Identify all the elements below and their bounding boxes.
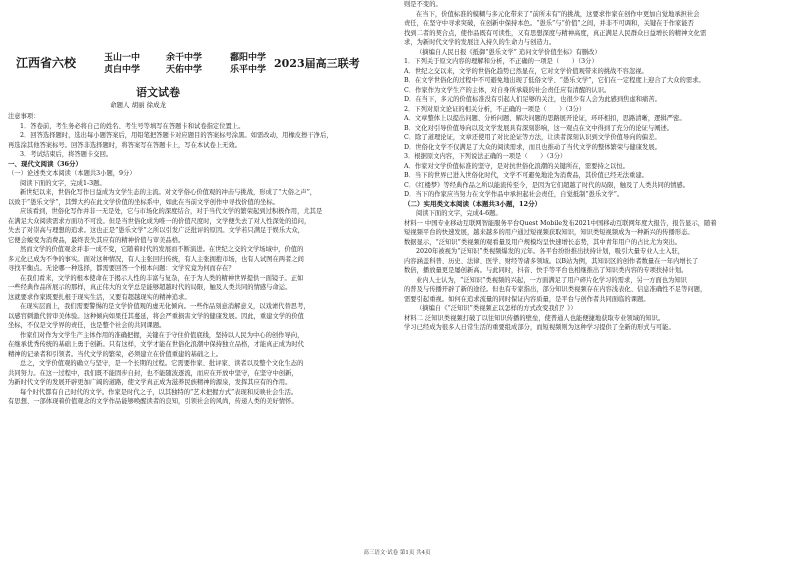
text-line: 有思想、一部体现着价值观念的文学作品能够唤醒读者的良知，引领社会的风尚，传递人类的美好情怀。 [8, 398, 298, 405]
text-line: 在继承优秀传统的基础上勇于创新。只有这样，文学才能在世俗化浪潮中保持独立品格，才能真正成为时代 [8, 341, 304, 348]
text-line: C．《红楼梦》等经典作品之所以能流传至今，是因为它们超越了时代的局限，触及了人类共同的情感。 [404, 181, 690, 189]
text-line: 共同努力。在这一过程中，我们既不能固步自封，也不能随波逐流，而应在开放中坚守，在坚守中创新， [8, 369, 298, 377]
school-name: 贞白中学 [104, 65, 141, 75]
left-body-text [8, 112, 386, 407]
school-group-a [104, 52, 140, 76]
text-line: 然而文学的价值观念并非一成不变，它随着时代的发展而不断演进。在世纪之交的文学场域中，价值的 [20, 246, 304, 253]
text-line: 找到二者的契合点，使作品既有可读性，又有思想深度与精神高度，真正满足人民群众日益增长的精神文化需 [404, 29, 707, 37]
text-line: B．当下的世界已进入世俗化时代，文学不可避免地沦为消费品，其价值已经无法重建。 [404, 172, 648, 179]
school-name: 乐平中学 [230, 65, 267, 75]
text-line: 业内人士认为，“泛知识”类视频的兴起，一方面满足了用户碎片化学习的需求，另一方面也为知识 [416, 276, 687, 284]
page-footer: 高三语文·试卷 第1页 共4页 [363, 550, 431, 556]
text-line: （摘编自《“泛知识”类视频正以怎样的方式改变我们？》） [416, 305, 577, 312]
school-name: 天佑中学 [166, 65, 203, 75]
text-line: 以感官刺激代替审美体验。这种倾向如果任其蔓延，将会严重损害文学的健康发展。因此，重建文学的价值 [8, 312, 304, 320]
text-line: （一）论述类文本阅读（本题共3小题，9分） [8, 170, 136, 177]
text-line: 再选涂其他答案标号。回答非选择题时，将答案写在答题卡上，写在本试卷上无效。 [8, 141, 241, 149]
text-line: C．除了道理论证，文章还使用了对比论证等方法，让读者深刻认识到文学价值导向的偏差。 [404, 134, 661, 141]
text-line: D．世俗化文学不仅满足了大众的阅读需求，而且也推动了当代文学的整体繁荣与健康发展。 [404, 143, 661, 151]
text-line: 一些经典作品所展示的那样，真正伟大的文学总是能够超越时代的局限，触及人类共同的情感与命运。 [8, 284, 292, 291]
text-line: （二）实用类文本阅读（本题共3小题，12分） [404, 199, 542, 208]
text-line: 2．下列对原文论证的相关分析，不正确的一项是（ ）（3分） [404, 105, 586, 113]
text-line: 作家们对作为文学生产主体作用的准确把握，关键在于守住价值底线，坚持以人民为中心的创作导向， [20, 331, 304, 339]
school-name: 鄱阳中学 [230, 53, 267, 63]
text-line: B．在文学世俗化的过程中不可避免地出现了低俗文学、“愚乐文学”，它们在一定程度上迎合了大众的需求。 [404, 77, 705, 84]
text-line: 坐标，不仅是文学界的责任，也是整个社会的共同课题。 [8, 322, 166, 329]
text-line: 在现实层面上，我们需要警惕的是文学价值观的虚无化倾向。一些作品刻意消解意义，以戏谑代替思考， [20, 303, 310, 310]
text-line: 1．下列关于原文内容的理解和分析，不正确的一项是（ ）（3分） [404, 58, 598, 65]
text-line: 需要引起重视。如何在追求流量的同时保证内容质量，是平台与创作者共同面临的课题。 [404, 295, 650, 303]
text-line: 为新时代文学的发展开辟更加广阔的道路，使文学真正成为滋养民族精神的源泉，发挥其应有的作用。 [8, 379, 292, 386]
text-line: A．世纪之交以来，文学的世俗化趋势已然显在，它对文学价值观带来的挑战不容忽视。 [404, 67, 648, 75]
text-line: 这就要求作家既要扎根于现实生活，又要有超越现实的精神追求。 [8, 293, 191, 301]
text-line: 以致于“愚乐文学”，其弊大约在此文学价值的坐标系中，如此在当前文学创作中寻找价值的坐标。 [8, 198, 279, 206]
text-line: 应该看到，世俗化写作并非一无是处，它与市场化的深度结合，对于当代文学的繁荣起到过积极作用，尤其是 [20, 208, 323, 215]
school-group-b [166, 52, 202, 76]
text-line: A．作家对文学价值标准的坚守，是对抗世俗化浪潮的关键所在，需要持之以恒。 [404, 162, 629, 170]
school-group-c [230, 52, 266, 76]
text-line: B．文化对引导价值导向以及文学发展具有深刻影响，这一观点在文中得到了充分的论证与阐述。 [404, 124, 674, 132]
school-name: 余干中学 [166, 53, 203, 63]
text-line: 求，为新时代文学的发展注入持久的生命力与创造力。 [404, 39, 556, 46]
text-line: 每个时代都有自己时代的文学。作家是时代之子，以其独特的“艺术把握方式”表现和反映社会生活。 [20, 388, 298, 396]
text-line: A．文章整体上以提出问题、分析问题、解决问题的思路展开论证，环环相扣，思路清晰，逻辑严密。 [404, 115, 686, 122]
text-line: 在满足大众阅读需求方面功不可没。但是当世俗化成为唯一的价值尺度时，文学便失去了对人性深处的追问， [8, 217, 311, 225]
text-line: 材料二 泛知识类视频打破了以往知识传播的壁垒，使普通人也能便捷地获取专业领域的知识。 [404, 314, 665, 322]
text-line: 注意事项： [8, 113, 40, 120]
exam-title: 2023届高三联考 [274, 57, 360, 70]
text-line: 3．考试结束后，将答题卡交回。 [20, 151, 113, 158]
text-line: 的普及与传播开辟了新的途径。但也有专家指出，部分知识类视频存在内容浅表化、信息准确性不足等问题， [404, 286, 707, 293]
text-line: 2．回答选择题时，选出每小题答案后，用铅笔把答题卡对应题目的答案标号涂黑。如需改动，用橡皮擦干净后， [20, 132, 333, 139]
text-line: 新世纪以来，世俗化写作日益成为文学生态的主流。对文学俗心价值观的冲击与挑战，形成了“大俗之声”， [20, 189, 317, 196]
text-line: 内容涵盖科普、历史、法律、医学、财经等诸多领域。以B站为例，其知识区的创作者数量在一年内增长了 [404, 257, 699, 265]
text-line: 在当下，价值标准的模糊与多元化带来了“前所未有”的挑战，这要求作家在创作中更加自觉地承担社会 [416, 10, 700, 18]
text-line: 多元化已成为不争的事实。面对这种情况，有人主张回归传统，有人主张拥抱市场，也有人试图在两者之间 [8, 255, 304, 263]
text-line: 一、现代文阅读（36分） [8, 159, 83, 168]
school-name: 玉山一中 [104, 53, 141, 63]
text-line: 它便会蜕变为消费品，最终丧失其应有的精神价值与审美品格。 [8, 236, 185, 244]
text-line: D．当下的作家应当努力在文学作品中承担起社会责任，自觉抵制“愚乐文学”。 [404, 191, 624, 198]
text-line: 失去了对崇高与理想的追求。这也正是“愚乐文学”之所以引发广泛批评的原因。文学若只满足于娱乐大众， [8, 227, 305, 234]
text-line: 短视频平台的快速发展，越来越多的用户通过短视频获取知识，知识类短视频成为一种新兴的传播形态。 [404, 229, 694, 236]
text-line: 3．根据原文内容，下列说法正确的一项是（ ）（3分） [404, 153, 567, 160]
text-line: （摘编自人民日报《抵御“愚乐文学” 追问文学价值坐标》有删改） [416, 48, 601, 56]
authors-line: 命题人 胡丽 徐成龙 [110, 101, 167, 109]
text-line: 总之，文学价值观的确立与坚守，是一个长期的过程。它需要作家、批评家、读者以及整个文化生态的 [20, 360, 304, 367]
text-line: 数倍，播放量更是屡创新高。与此同时，抖音、快手等平台也相继推出了知识类内容的专项扶持计划。 [404, 267, 688, 274]
left-column [8, 0, 386, 561]
text-line: 2020年被视为“泛知识”类视频爆发的元年。各平台纷纷推出扶持计划，吸引大量专业人士入驻， [416, 248, 685, 255]
right-column [404, 0, 782, 561]
text-line: 则是不变的。 [404, 1, 442, 8]
text-line: 学习已经成为很多人日常生活的重要组成部分，而短视频则为这种学习提供了全新的形式与可能。 [404, 324, 675, 331]
text-line: 1．答卷前，考生务必将自己的姓名、考生号等填写在答题卡和试卷指定位置上。 [20, 122, 245, 130]
text-line: C．作家作为文学生产的主体，对自身所承载的社会责任应有清醒的认识。 [404, 86, 611, 94]
text-line: 材料一 中国专业移动互联网智能服务平台Quest Mobile发布2021中国移动互联网年度大报告，报告显示，随着 [404, 219, 717, 227]
text-line: D．在当下，多元的价值标准没有引起人们足够的关注，也很少有人会为此感到焦虑和痛苦。 [404, 96, 661, 103]
text-line: 精神的记录者和引领者。当代文学的繁荣，必须建立在价值重建的基础之上。 [8, 350, 223, 358]
text-line: 数据显示，“泛知识”类视频的观看量及用户规模均呈快速增长态势，其中青年用户的占比尤为突出。 [404, 238, 682, 246]
text-line: 责任，在坚守中寻求突破，在创新中保持本色。“愚乐”与“价值”之间，并非不可调和，关键在于作家能否 [404, 20, 694, 27]
province-title: 江西省六校 [16, 56, 77, 70]
text-line: 寻找平衡点。无论哪一种选择，都需要回答一个根本问题：文学究竟为何而存在？ [8, 265, 235, 272]
text-line: 阅读下面的文字，完成4-6题。 [416, 210, 502, 217]
right-body-text [404, 0, 782, 333]
subject-title: 语文试卷 [136, 86, 180, 99]
text-line: 阅读下面的文字，完成1-3题。 [20, 179, 106, 187]
text-line: 在我们看来，文学的根本使命在于揭示人性的丰富与复杂，在于为人类的精神世界提供一面镜子。正如 [20, 274, 304, 282]
